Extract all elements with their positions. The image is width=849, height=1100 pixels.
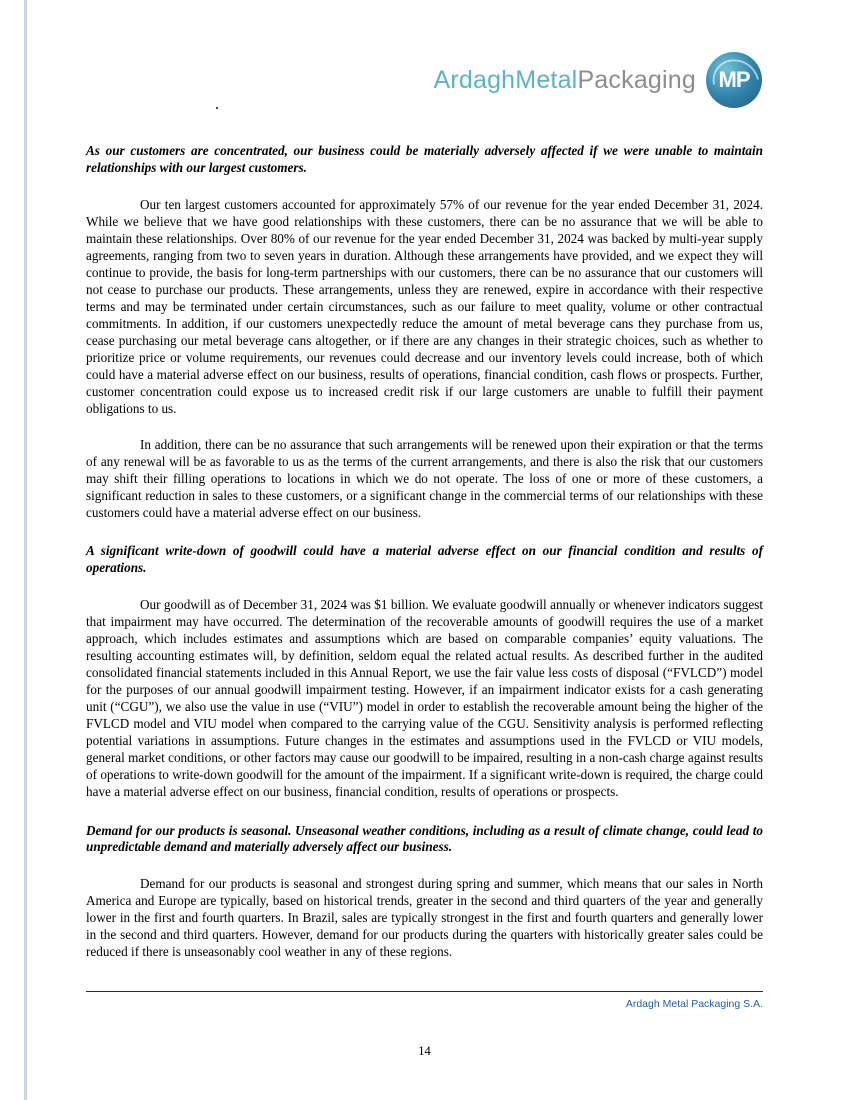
spacer xyxy=(86,577,763,596)
section-heading-seasonality: Demand for our products is seasonal. Unseasonal weather conditions, including as a result of climate change, could lead to unpredictable demand and materially adversely affect our business. xyxy=(86,822,763,855)
footer-company-name: Ardagh Metal Packaging S.A. xyxy=(625,998,763,1010)
section-heading-goodwill: A significant write-down of goodwill could have a material adverse effect on our financial condition and results of operations. xyxy=(86,543,763,576)
section-heading-customers: As our customers are concentrated, our business could be materially adversely affected if we were unable to maintain relationships with our largest customers. xyxy=(86,143,763,175)
spacer xyxy=(86,177,763,196)
footer-divider xyxy=(86,991,763,992)
logo-word-packaging: Packaging xyxy=(577,65,696,94)
company-logo xyxy=(433,52,762,108)
logo-initials: MP xyxy=(718,67,750,92)
logo-word-metal: Metal xyxy=(515,65,578,94)
left-margin-rule xyxy=(24,0,27,1100)
logo-wordmark xyxy=(433,66,696,95)
spacer xyxy=(86,801,763,823)
spacer xyxy=(86,856,763,875)
logo-word-ardagh: Ardagh xyxy=(433,65,516,94)
document-body xyxy=(86,143,763,960)
paragraph: Our ten largest customers accounted for approximately 57% of our revenue for the year ended December 31, 2024. While we believe that we have good relationships with these customers, there can be no assurance that we will be able to maintain these relationships. Over 80% of our revenue for the year ended December 31, 2024 was backed by multi-year supply agreements, ranging from two to seven years in duration. Although these arrangements have provided, and we expect they will continue to provide, the basis for long-term partnerships with our customers, there can be no assurance that our customers will not cease to purchase our products. These arrangements, unless they are renewed, expire in accordance with their respective terms and may be terminated under certain circumstances, such as our failure to meet quality, volume or other contractual commitments. In addition, if our customers unexpectedly reduce the amount of metal beverage cans they purchase from us, cease purchasing our metal beverage cans altogether, or if there are any changes in their strategic choices, such as whether to prioritize price or volume requirements, our revenues could decrease and our inventory levels could increase, both of which could have a material adverse effect on our business, results of operations, financial condition, cash flows or prospects. Further, customer concentration could expose us to increased credit risk if our large customers are unable to fulfill their payment obligations to us. xyxy=(86,196,763,417)
spacer xyxy=(86,417,763,436)
spacer xyxy=(86,521,763,543)
paragraph: Our goodwill as of December 31, 2024 was $1 billion. We evaluate goodwill annually or whenever indicators suggest that impairment may have occurred. The determination of the recoverable amounts of goodwill requires the use of a market approach, which includes estimates and assumptions which are based on comparable companies’ equity valuations. The resulting accounting estimates will, by definition, seldom equal the related actual results. As described further in the audited consolidated financial statements included in this Annual Report, we use the fair value less costs of disposal (“FVLCD”) model for the purposes of our annual goodwill impairment testing. However, if an impairment indicator exists for a cash generating unit (“CGU”), we also use the value in use (“VIU”) model in order to establish the recoverable amount being the higher of the FVLCD model and VIU model when compared to the carrying value of the CGU. Sensitivity analysis is performed reflecting potential variations in assumptions. Future changes in the estimates and assumptions used in the FVLCD or VIU models, general market conditions, or other factors may cause our goodwill to be impaired, resulting in a non-cash charge against results of operations to write-down goodwill for the amount of the impairment. If a significant write-down is required, the charge could have a material adverse effect on our business, financial condition, results of operations or prospects. xyxy=(86,597,763,800)
page-number: 14 xyxy=(418,1044,431,1058)
paragraph: Demand for our products is seasonal and strongest during spring and summer, which means that our sales in North America and Europe are typically, based on historical trends, greater in the second and third quarters of the year and generally lower in the first and fourth quarters. In Brazil, sales are typically strongest in the first and fourth quarters and generally lower in the second and third quarters. However, demand for our products during the quarters with historically greater sales could be reduced if there is unseasonably cool weather in any of these regions. xyxy=(86,876,763,960)
logo-roundel-icon xyxy=(706,52,762,108)
paragraph: In addition, there can be no assurance that such arrangements will be renewed upon their expiration or that the terms of any renewal will be as favorable to us as the terms of the current arrangements, and there is also the risk that our customers may shift their filling operations to locations in which we do not operate. The loss of one or more of these customers, a significant reduction in sales to these customers, or a significant change in the commercial terms of our relationships with these customers could have a material adverse effect on our business. xyxy=(86,437,763,521)
stray-mark xyxy=(216,107,218,109)
